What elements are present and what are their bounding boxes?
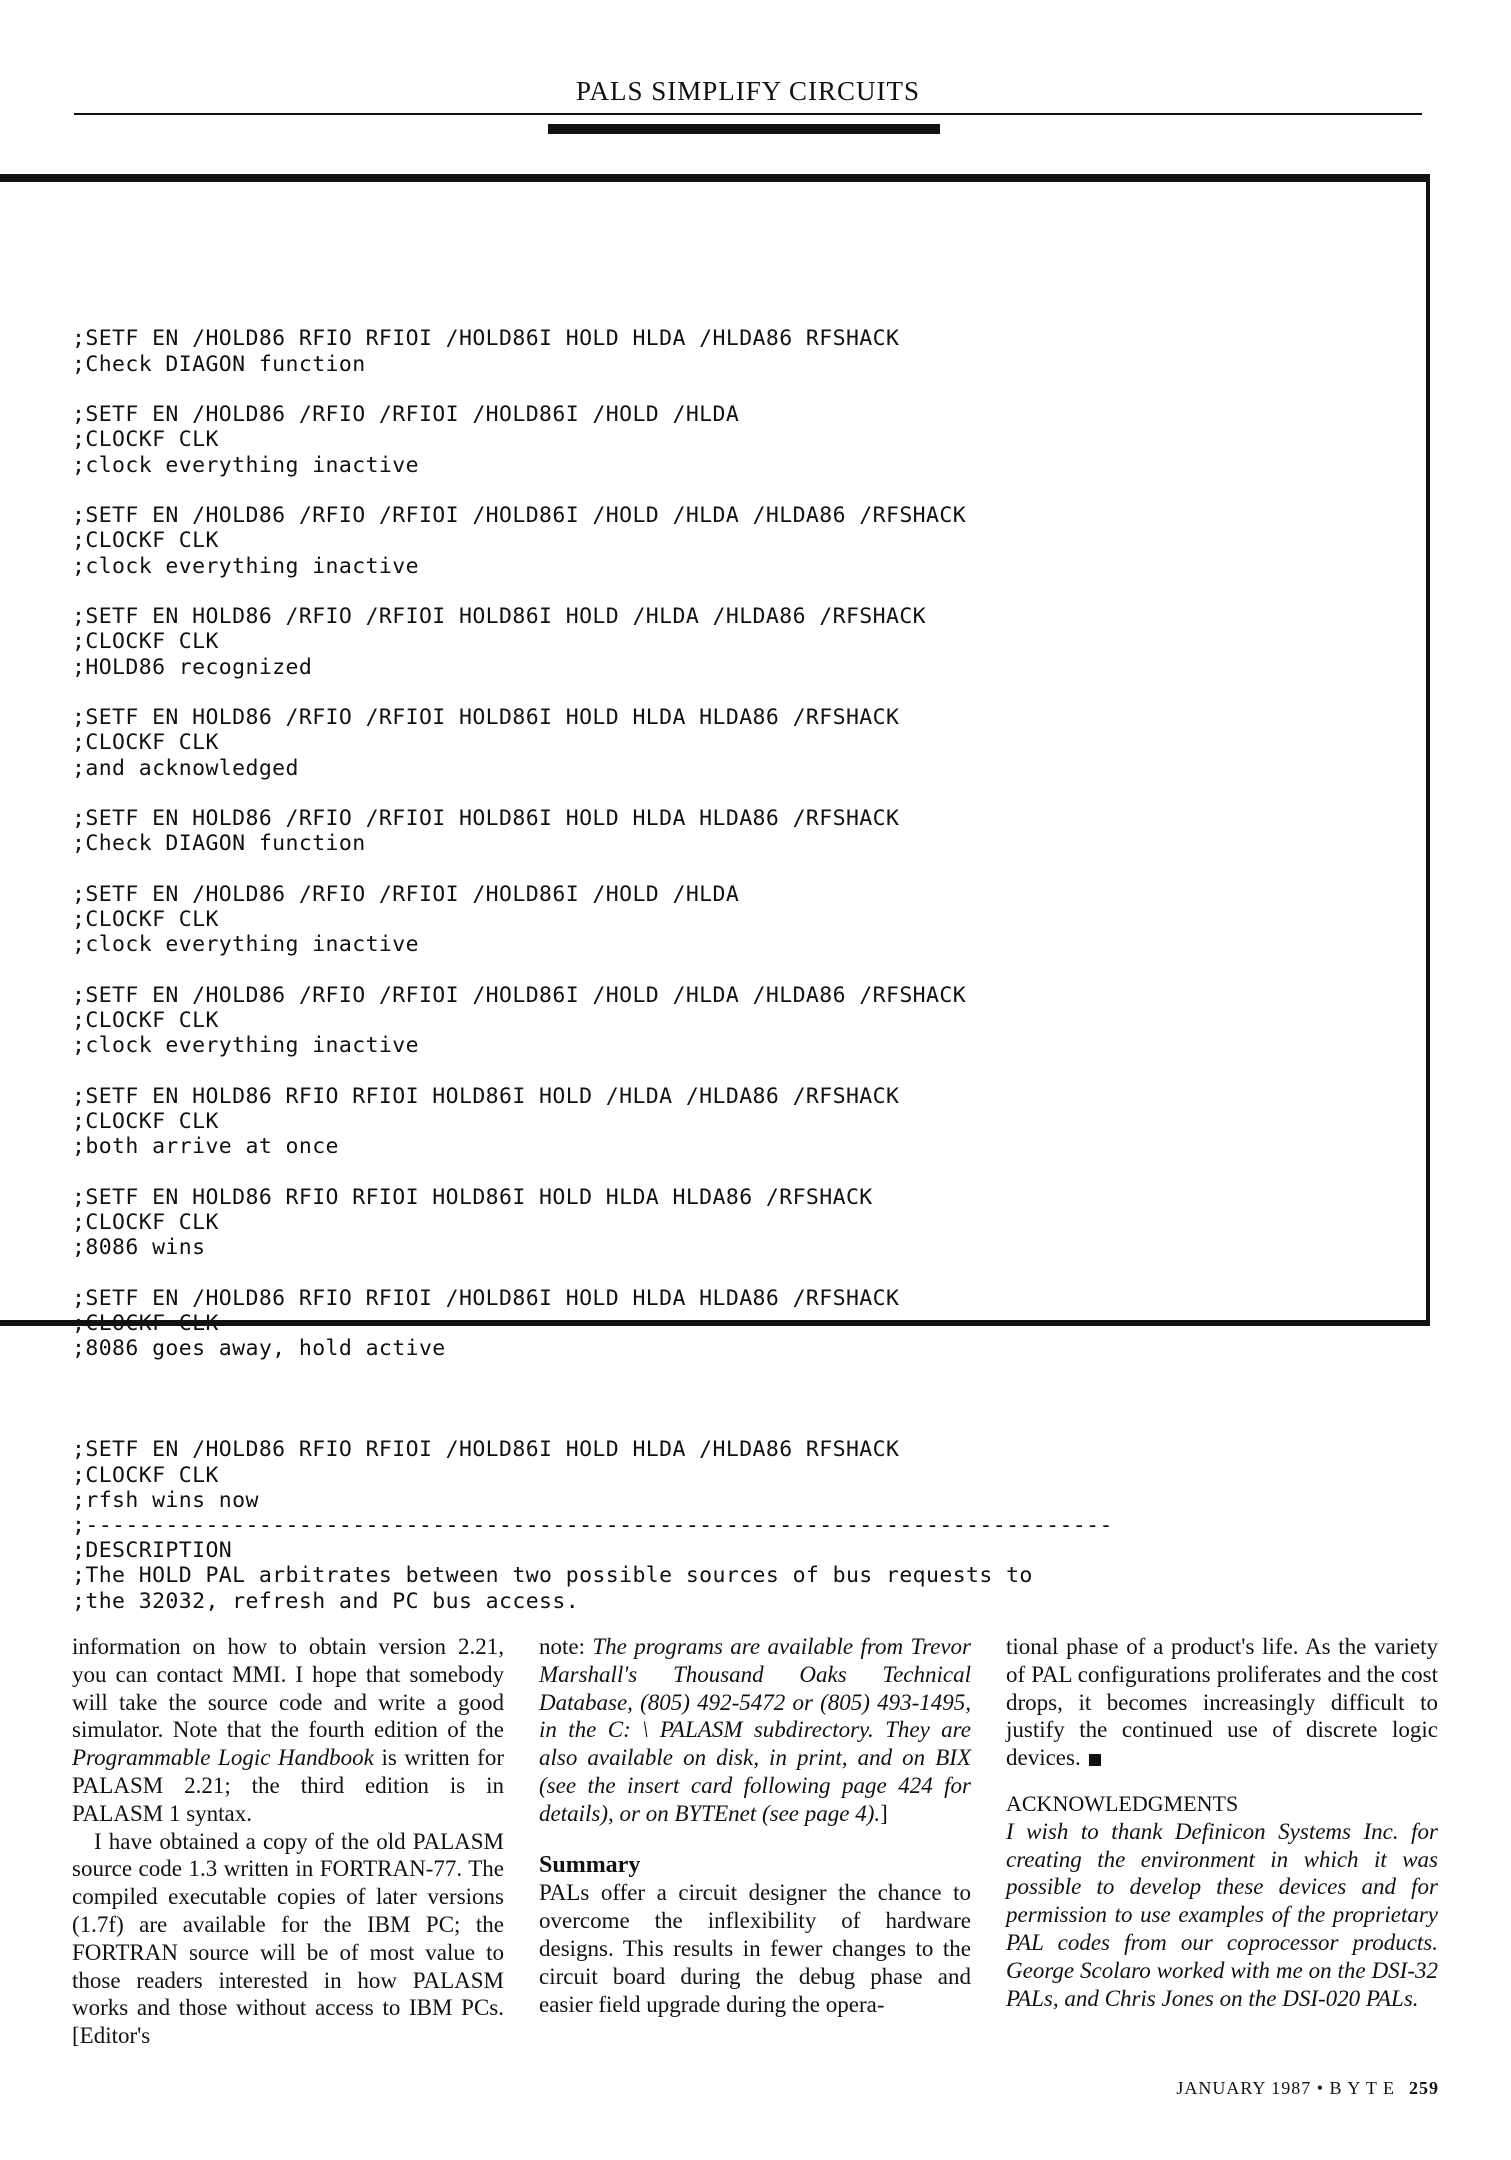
code-line: ;CLOCKF CLK bbox=[72, 907, 219, 933]
header-rule bbox=[74, 113, 1422, 115]
code-line: ;SETF EN /HOLD86 RFIO RFIOI /HOLD86I HOLD HLDA /HLDA86 RFSHACK bbox=[72, 326, 900, 352]
col1-text-b: is written for PALASM 2.21; the third edition is in PALASM 1 syntax. bbox=[72, 1745, 505, 1826]
editors-note bbox=[539, 1633, 971, 1828]
code-line: ;The HOLD PAL arbitrates between two possible sources of bus requests to bbox=[72, 1563, 1033, 1589]
col3-paragraph-1 bbox=[1006, 1633, 1438, 1772]
code-line: ;rfsh wins now bbox=[72, 1487, 259, 1513]
code-line: ;CLOCKF CLK bbox=[72, 1462, 219, 1488]
code-blocks bbox=[72, 326, 1113, 1361]
code-line: ;SETF EN /HOLD86 /RFIO /RFIOI /HOLD86I /HOLD /HLDA bbox=[72, 402, 740, 428]
code-line: ;8086 goes away, hold active bbox=[72, 1336, 446, 1362]
code-line: ;clock everything inactive bbox=[72, 452, 419, 478]
code-line: ;the 32032, refresh and PC bus access. bbox=[72, 1588, 580, 1614]
col1-text-a: information on how to obtain version 2.21, you can contact MMI. I hope that somebody will take the source code and write a good simulator. Note that the fourth edition of the bbox=[72, 1634, 504, 1743]
code-line: ;DESCRIPTION bbox=[72, 1538, 233, 1564]
code-line: ;SETF EN HOLD86 /RFIO /RFIOI HOLD86I HOLD HLDA HLDA86 /RFSHACK bbox=[72, 806, 900, 832]
code-block bbox=[72, 705, 1113, 781]
note-end: ] bbox=[880, 1800, 888, 1826]
acknowledgments-heading: ACKNOWLEDGMENTS bbox=[1006, 1790, 1239, 1816]
column-1 bbox=[72, 1633, 504, 2050]
acknowledgments-text: I wish to thank Definicon Systems Inc. for creating the environment in which it was possible to develop these devices and for permission to use examples of the proprietary PAL codes from our coprocessor products. George Scolaro worked with me on the DSI-32 PALs, and Chris Jones on the DSI-020 PALs. bbox=[1006, 1818, 1438, 2011]
code-line: ;both arrive at once bbox=[72, 1134, 339, 1160]
code-listing-box bbox=[0, 174, 1430, 1614]
code-line: ;SETF EN HOLD86 /RFIO /RFIOI HOLD86I HOLD /HLDA /HLDA86 /RFSHACK bbox=[72, 604, 927, 630]
code-line: ;clock everything inactive bbox=[72, 1033, 419, 1059]
summary-text: PALs offer a circuit designer the chance to overcome the inflexibility of hardware designs. This results in fewer changes to the circuit board during the debug phase and easier field upgrade during the opera- bbox=[539, 1880, 971, 2017]
code-block bbox=[72, 326, 1113, 376]
code-line: ;Check DIAGON function bbox=[72, 831, 366, 857]
code-line: ;8086 wins bbox=[72, 1235, 206, 1261]
header-bar bbox=[548, 124, 940, 134]
code-line: ;SETF EN HOLD86 RFIO RFIOI HOLD86I HOLD HLDA HLDA86 /RFSHACK bbox=[72, 1185, 873, 1210]
note-lead: note: bbox=[539, 1634, 593, 1659]
column-3 bbox=[1006, 1633, 1438, 2050]
code-tail bbox=[72, 1437, 1113, 1613]
summary-heading: Summary bbox=[539, 1851, 641, 1878]
code-block bbox=[72, 1084, 1113, 1160]
code-line: ;CLOCKF CLK bbox=[72, 730, 219, 756]
code-line: ;CLOCKF CLK bbox=[72, 528, 219, 554]
article-columns bbox=[72, 1633, 1438, 2050]
code-block bbox=[72, 882, 1113, 958]
code-block bbox=[72, 402, 1113, 478]
col1-paragraph-1 bbox=[72, 1633, 504, 1828]
col1-paragraph-2: I have obtained a copy of the old PALASM source code 1.3 written in FORTRAN-77. The compiled executable copies of later versions (1.7f) are available for the IBM PC; the FORTRAN source will be of most value to those readers interested in how PALASM works and those without access to IBM PCs. [Editor's bbox=[72, 1828, 504, 2049]
code-line: ;clock everything inactive bbox=[72, 553, 419, 579]
code-block bbox=[72, 806, 1113, 856]
code-line: ;CLOCKF CLK bbox=[72, 629, 219, 655]
code-line: ;CLOCKF CLK bbox=[72, 1109, 219, 1135]
code-line: ;SETF EN /HOLD86 RFIO RFIOI /HOLD86I HOLD HLDA /HLDA86 RFSHACK bbox=[72, 1437, 900, 1463]
code-block bbox=[72, 1185, 1113, 1261]
code-line: ;SETF EN HOLD86 RFIO RFIOI HOLD86I HOLD /HLDA /HLDA86 /RFSHACK bbox=[72, 1084, 900, 1109]
note-italic: The programs are available from Trevor Marshall's Thousand Oaks Technical Database, (805) 492-5472 or (805) 493-1495, in the C: \ PALASM subdirectory. They are also available on disk, in print, and on BIX (see the insert card following page 424 for details), or on BYTEnet (see page 4). bbox=[539, 1634, 971, 1826]
code-line: ;CLOCKF CLK bbox=[72, 427, 219, 453]
code-line: ;SETF EN HOLD86 /RFIO /RFIOI HOLD86I HOLD HLDA HLDA86 /RFSHACK bbox=[72, 705, 900, 731]
code-line: ;CLOCKF CLK bbox=[72, 1210, 219, 1236]
code-line: ;SETF EN /HOLD86 /RFIO /RFIOI /HOLD86I /HOLD /HLDA bbox=[72, 882, 740, 907]
running-header: PALS SIMPLIFY CIRCUITS bbox=[575, 76, 921, 106]
code-block bbox=[72, 983, 1113, 1059]
code-line: ;and acknowledged bbox=[72, 755, 299, 781]
code-listing bbox=[72, 276, 1113, 1664]
code-line: ;----------------------------------------------------------------------------- bbox=[72, 1513, 1113, 1539]
code-block bbox=[72, 604, 1113, 680]
code-line: ;SETF EN /HOLD86 RFIO RFIOI /HOLD86I HOLD HLDA HLDA86 /RFSHACK bbox=[72, 1286, 900, 1311]
code-line: ;clock everything inactive bbox=[72, 932, 419, 958]
code-line: ;HOLD86 recognized bbox=[72, 654, 313, 680]
code-line: ;CLOCKF CLK bbox=[72, 1008, 219, 1034]
code-line: ;SETF EN /HOLD86 /RFIO /RFIOI /HOLD86I /HOLD /HLDA /HLDA86 /RFSHACK bbox=[72, 983, 967, 1008]
code-line: ;SETF EN /HOLD86 /RFIO /RFIOI /HOLD86I /HOLD /HLDA /HLDA86 /RFSHACK bbox=[72, 503, 967, 529]
code-block bbox=[72, 503, 1113, 579]
page-footer bbox=[1176, 2078, 1439, 2099]
book-title: Programmable Logic Handbook bbox=[72, 1745, 374, 1771]
footer-issue: JANUARY 1987 • B Y T E bbox=[1176, 2078, 1395, 2098]
code-line: ;Check DIAGON function bbox=[72, 351, 366, 377]
code-block bbox=[72, 1286, 1113, 1362]
page-number: 259 bbox=[1409, 2078, 1439, 2098]
column-2 bbox=[539, 1633, 971, 2050]
code-line: ;CLOCKF CLK bbox=[72, 1311, 219, 1337]
col3-text: tional phase of a product's life. As the variety of PAL configurations proliferates and the cost drops, it becomes increasingly difficult to justify the continued use of discrete logic devices. bbox=[1006, 1634, 1438, 1771]
end-of-article-mark bbox=[1089, 1754, 1101, 1766]
